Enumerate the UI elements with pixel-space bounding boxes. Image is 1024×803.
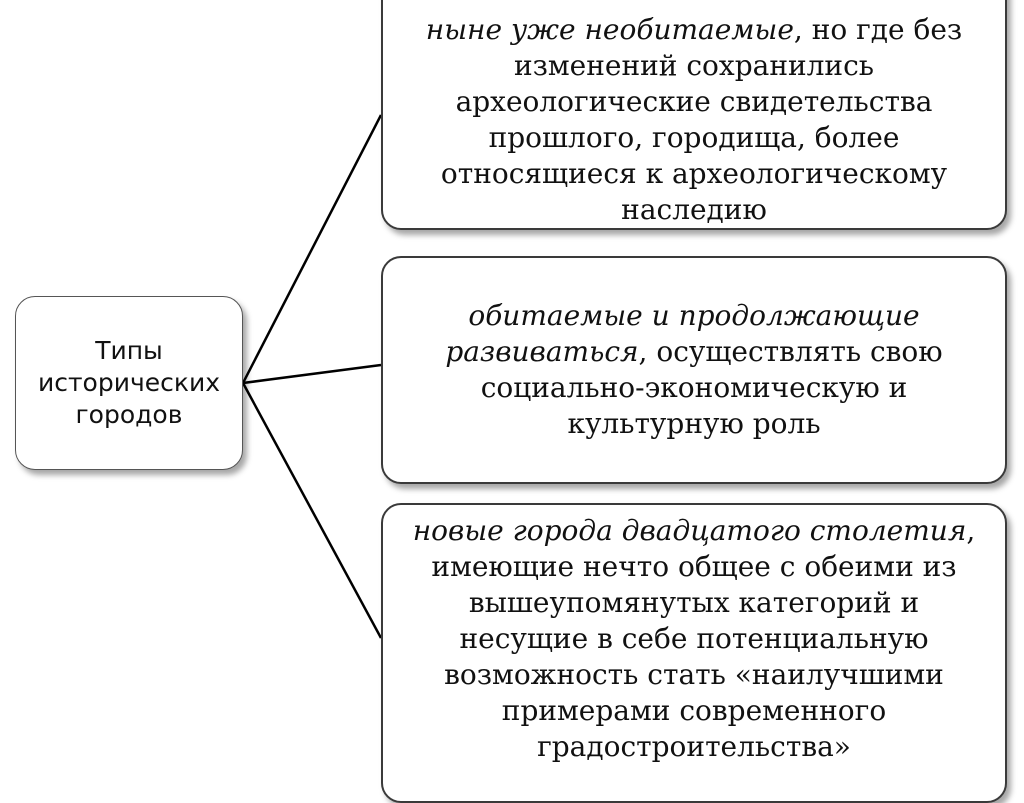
root-label-line-1: Типы	[95, 336, 163, 365]
branch-3-italic: новые города двадцатого столетия	[412, 514, 967, 547]
branch-2-rest: , осуществлять свою социально-экономическую и культурную роль	[480, 335, 943, 440]
branch-node-new-cities	[381, 503, 1007, 803]
root-label-line-3: городов	[75, 400, 183, 429]
branch-3-text	[407, 513, 981, 765]
branch-1-rest: , но где без изменений сохранились археологические свидетельства прошлого, городища, более относящиеся к археологическому наследию	[440, 13, 963, 226]
branch-2-italic: обитаемые и продолжающие развиваться	[445, 299, 920, 368]
connector-line-bottom	[243, 383, 381, 638]
root-node-historical-city-types	[15, 296, 243, 470]
branch-1-italic: ныне уже необитаемые	[425, 13, 794, 46]
branch-node-uninhabited	[381, 0, 1007, 230]
branch-node-inhabited	[381, 256, 1007, 484]
root-node-label	[38, 335, 220, 431]
connector-line-top	[243, 115, 381, 383]
branch-3-rest: , имеющие нечто общее с обеими из вышеупомянутых категорий и несущие в себе потенциальную возможность стать «наилучшими примерами современного градостроительства»	[431, 514, 976, 763]
connector-line-middle	[243, 365, 381, 383]
branch-2-text	[407, 298, 981, 442]
branch-1-text	[407, 12, 981, 228]
root-label-line-2: исторических	[37, 368, 220, 397]
